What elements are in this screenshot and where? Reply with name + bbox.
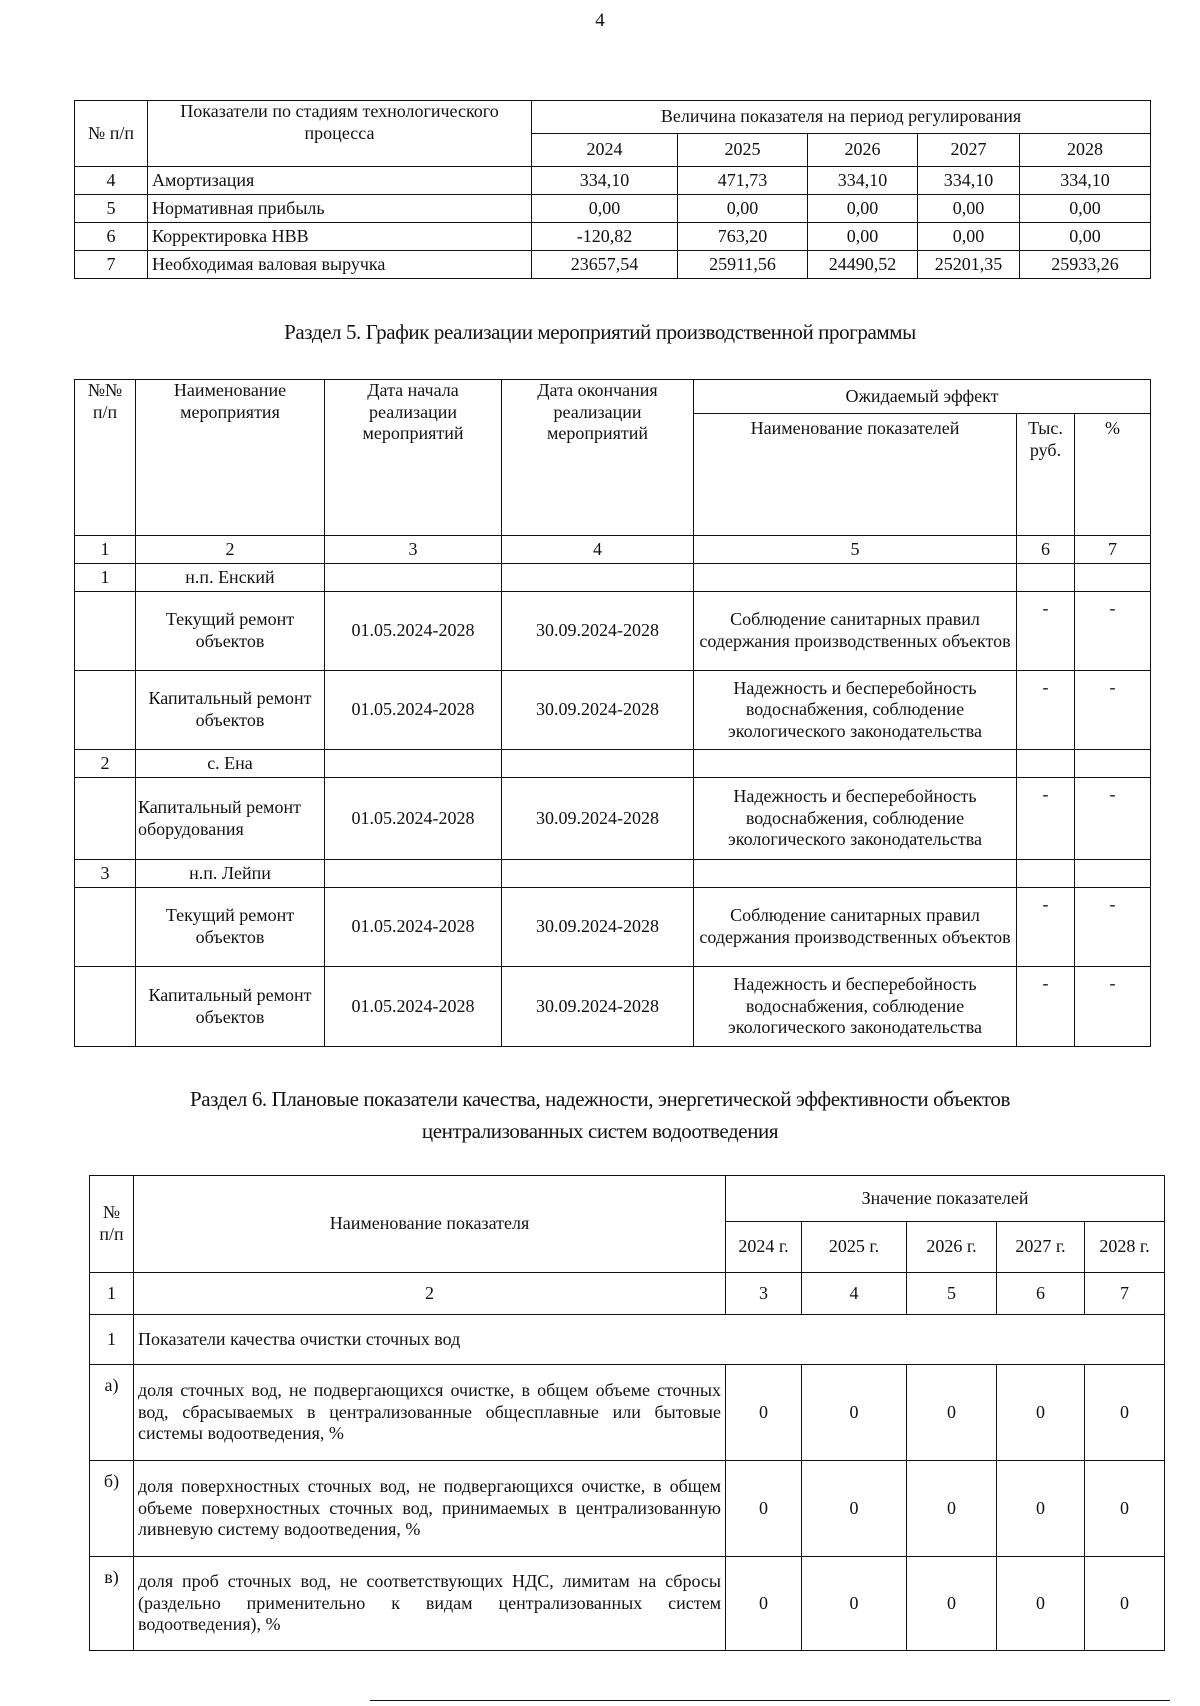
row-num: 7	[75, 251, 148, 279]
header-num: № п/п	[90, 1176, 134, 1273]
section6-title-line2: централизованных систем водоотведения	[421, 1119, 779, 1143]
row-value: 0	[802, 1461, 907, 1557]
row-start	[325, 750, 502, 778]
header-num: №№ п/п	[75, 380, 136, 536]
row-start: 01.05.2024-2028	[325, 967, 502, 1047]
col-number: 6	[997, 1273, 1085, 1315]
row-value: 0	[997, 1365, 1085, 1461]
table-row	[90, 1557, 1165, 1651]
row-pct: -	[1075, 967, 1151, 1047]
header-values-group: Значение показателей	[726, 1176, 1165, 1222]
header-start: Дата начала реализации мероприятий	[325, 380, 502, 536]
row-effect	[694, 750, 1017, 778]
row-name: доля сточных вод, не подвергающихся очистке, в общем объеме сточных вод, сбрасываемых в централизованные общесплавные или бытовые системы водоотведения, %	[134, 1365, 726, 1461]
row-rub	[1017, 860, 1075, 888]
row-value: 0,00	[678, 195, 808, 223]
col-number: 5	[907, 1273, 997, 1315]
row-end	[502, 750, 694, 778]
row-value: 25201,35	[918, 251, 1020, 279]
row-value: 0,00	[532, 195, 678, 223]
table-row	[75, 967, 1151, 1047]
row-start: 01.05.2024-2028	[325, 592, 502, 671]
col-number: 4	[502, 536, 694, 564]
row-num: в)	[90, 1557, 134, 1651]
quality-table	[89, 1175, 1165, 1651]
row-num	[75, 671, 136, 750]
row-num: 4	[75, 167, 148, 195]
row-name: Капитальный ремонт объектов	[136, 967, 325, 1047]
table-row	[75, 778, 1151, 860]
row-value: 0,00	[808, 195, 918, 223]
header-year: 2028	[1020, 134, 1151, 167]
row-effect	[694, 860, 1017, 888]
header-end: Дата окончания реализации мероприятий	[502, 380, 694, 536]
col-number: 4	[802, 1273, 907, 1315]
header-year: 2025	[678, 134, 808, 167]
row-effect	[694, 564, 1017, 592]
section5-title: Раздел 5. График реализации мероприятий производственной программы	[284, 320, 916, 344]
row-value: 0	[1085, 1557, 1165, 1651]
table-row	[90, 1365, 1165, 1461]
row-end	[502, 860, 694, 888]
table-row	[75, 564, 1151, 592]
row-value: -120,82	[532, 223, 678, 251]
row-value: 25911,56	[678, 251, 808, 279]
row-value: 0,00	[918, 195, 1020, 223]
row-name: Капитальный ремонт объектов	[136, 671, 325, 750]
header-name: Наименование мероприятия	[136, 380, 325, 536]
row-end: 30.09.2024-2028	[502, 778, 694, 860]
row-value: 0	[907, 1557, 997, 1651]
header-year: 2024 г.	[726, 1222, 802, 1273]
table-row	[75, 223, 1151, 251]
row-value: 334,10	[808, 167, 918, 195]
header-year: 2024	[532, 134, 678, 167]
row-value: 0	[907, 1365, 997, 1461]
header-year: 2027 г.	[997, 1222, 1085, 1273]
row-rub: -	[1017, 671, 1075, 750]
row-pct: -	[1075, 888, 1151, 967]
row-name: доля проб сточных вод, не соответствующих НДС, лимитам на сбросы (раздельно применительно к видам централизованных систем водоотведения), %	[134, 1557, 726, 1651]
group-num: 1	[90, 1315, 134, 1365]
row-rub	[1017, 564, 1075, 592]
row-value: 0,00	[1020, 195, 1151, 223]
row-num: б)	[90, 1461, 134, 1557]
row-name: н.п. Лейпи	[136, 860, 325, 888]
col-number: 2	[136, 536, 325, 564]
row-value: 0	[802, 1557, 907, 1651]
row-end: 30.09.2024-2028	[502, 888, 694, 967]
col-number: 6	[1017, 536, 1075, 564]
table-row	[75, 167, 1151, 195]
row-name: Корректировка НВВ	[148, 223, 532, 251]
header-name: Наименование показателя	[134, 1176, 726, 1273]
row-name: Амортизация	[148, 167, 532, 195]
header-num: № п/п	[75, 101, 148, 167]
table-row	[75, 671, 1151, 750]
table-row	[75, 195, 1151, 223]
row-num: а)	[90, 1365, 134, 1461]
table-row	[75, 750, 1151, 778]
row-rub	[1017, 750, 1075, 778]
header-year: 2025 г.	[802, 1222, 907, 1273]
row-effect: Соблюдение санитарных правил содержания производственных объектов	[694, 888, 1017, 967]
page-bottom-rule	[370, 1700, 1170, 1701]
page-number: 4	[595, 10, 605, 31]
row-value: 0,00	[808, 223, 918, 251]
row-end: 30.09.2024-2028	[502, 592, 694, 671]
row-name: Текущий ремонт объектов	[136, 888, 325, 967]
header-year: 2026	[808, 134, 918, 167]
row-num: 2	[75, 750, 136, 778]
group-name: Показатели качества очистки сточных вод	[134, 1315, 1165, 1365]
row-name: доля поверхностных сточных вод, не подвергающихся очистке, в общем объеме поверхностных сточных вод, принимаемых в централизованную ливневую систему водоотведения, %	[134, 1461, 726, 1557]
row-value: 0	[907, 1461, 997, 1557]
row-value: 0	[726, 1557, 802, 1651]
row-name: Текущий ремонт объектов	[136, 592, 325, 671]
col-number: 2	[134, 1273, 726, 1315]
row-value: 0	[1085, 1365, 1165, 1461]
section6-title-line1: Раздел 6. Плановые показатели качества, надежности, энергетической эффективности объектов	[189, 1087, 1011, 1111]
row-value: 0	[1085, 1461, 1165, 1557]
row-name: с. Ена	[136, 750, 325, 778]
header-value-group: Величина показателя на период регулирования	[532, 101, 1151, 134]
row-effect: Надежность и бесперебойность водоснабжения, соблюдение экологического законодательства	[694, 778, 1017, 860]
row-value: 0,00	[918, 223, 1020, 251]
row-end	[502, 564, 694, 592]
row-value: 0	[726, 1461, 802, 1557]
table-row	[75, 251, 1151, 279]
row-value: 0	[802, 1365, 907, 1461]
row-effect: Соблюдение санитарных правил содержания производственных объектов	[694, 592, 1017, 671]
row-value: 0,00	[1020, 223, 1151, 251]
schedule-table	[74, 379, 1151, 1047]
row-rub: -	[1017, 888, 1075, 967]
header-year: 2027	[918, 134, 1020, 167]
table-row	[90, 1461, 1165, 1557]
table-row	[90, 1315, 1165, 1365]
row-effect: Надежность и бесперебойность водоснабжения, соблюдение экологического законодательства	[694, 967, 1017, 1047]
row-pct: -	[1075, 671, 1151, 750]
row-pct	[1075, 564, 1151, 592]
header-year: 2028 г.	[1085, 1222, 1165, 1273]
row-start: 01.05.2024-2028	[325, 778, 502, 860]
col-number: 5	[694, 536, 1017, 564]
header-year: 2026 г.	[907, 1222, 997, 1273]
row-value: 334,10	[1020, 167, 1151, 195]
row-start	[325, 860, 502, 888]
header-indicator: Показатели по стадиям технологического процесса	[148, 101, 532, 167]
row-num: 6	[75, 223, 148, 251]
row-value: 23657,54	[532, 251, 678, 279]
row-value: 25933,26	[1020, 251, 1151, 279]
row-effect: Надежность и бесперебойность водоснабжения, соблюдение экологического законодательства	[694, 671, 1017, 750]
row-value: 0	[726, 1365, 802, 1461]
table-row	[75, 860, 1151, 888]
row-pct	[1075, 750, 1151, 778]
header-thousand-rub: Тыс. руб.	[1017, 414, 1075, 536]
row-num	[75, 967, 136, 1047]
table-row	[75, 592, 1151, 671]
row-value: 763,20	[678, 223, 808, 251]
header-effect: Ожидаемый эффект	[694, 380, 1151, 414]
col-number: 3	[325, 536, 502, 564]
col-number: 7	[1085, 1273, 1165, 1315]
row-start: 01.05.2024-2028	[325, 888, 502, 967]
col-number: 3	[726, 1273, 802, 1315]
row-value: 334,10	[532, 167, 678, 195]
row-value: 0	[997, 1461, 1085, 1557]
col-number: 1	[75, 536, 136, 564]
row-num: 5	[75, 195, 148, 223]
row-num: 1	[75, 564, 136, 592]
row-end: 30.09.2024-2028	[502, 967, 694, 1047]
col-number: 1	[90, 1273, 134, 1315]
row-start: 01.05.2024-2028	[325, 671, 502, 750]
table-row	[75, 888, 1151, 967]
row-name: н.п. Енский	[136, 564, 325, 592]
row-pct: -	[1075, 778, 1151, 860]
row-num	[75, 888, 136, 967]
row-num	[75, 778, 136, 860]
row-rub: -	[1017, 967, 1075, 1047]
cost-table	[74, 100, 1151, 279]
row-value: 0	[997, 1557, 1085, 1651]
header-percent: %	[1075, 414, 1151, 536]
row-name: Нормативная прибыль	[148, 195, 532, 223]
col-number: 7	[1075, 536, 1151, 564]
row-num: 3	[75, 860, 136, 888]
row-name: Капитальный ремонт оборудования	[136, 778, 325, 860]
row-value: 334,10	[918, 167, 1020, 195]
row-num	[75, 592, 136, 671]
row-name: Необходимая валовая выручка	[148, 251, 532, 279]
row-value: 24490,52	[808, 251, 918, 279]
row-start	[325, 564, 502, 592]
row-rub: -	[1017, 778, 1075, 860]
row-pct: -	[1075, 592, 1151, 671]
row-end: 30.09.2024-2028	[502, 671, 694, 750]
row-pct	[1075, 860, 1151, 888]
row-rub: -	[1017, 592, 1075, 671]
row-value: 471,73	[678, 167, 808, 195]
header-effect-name: Наименование показателей	[694, 414, 1017, 536]
